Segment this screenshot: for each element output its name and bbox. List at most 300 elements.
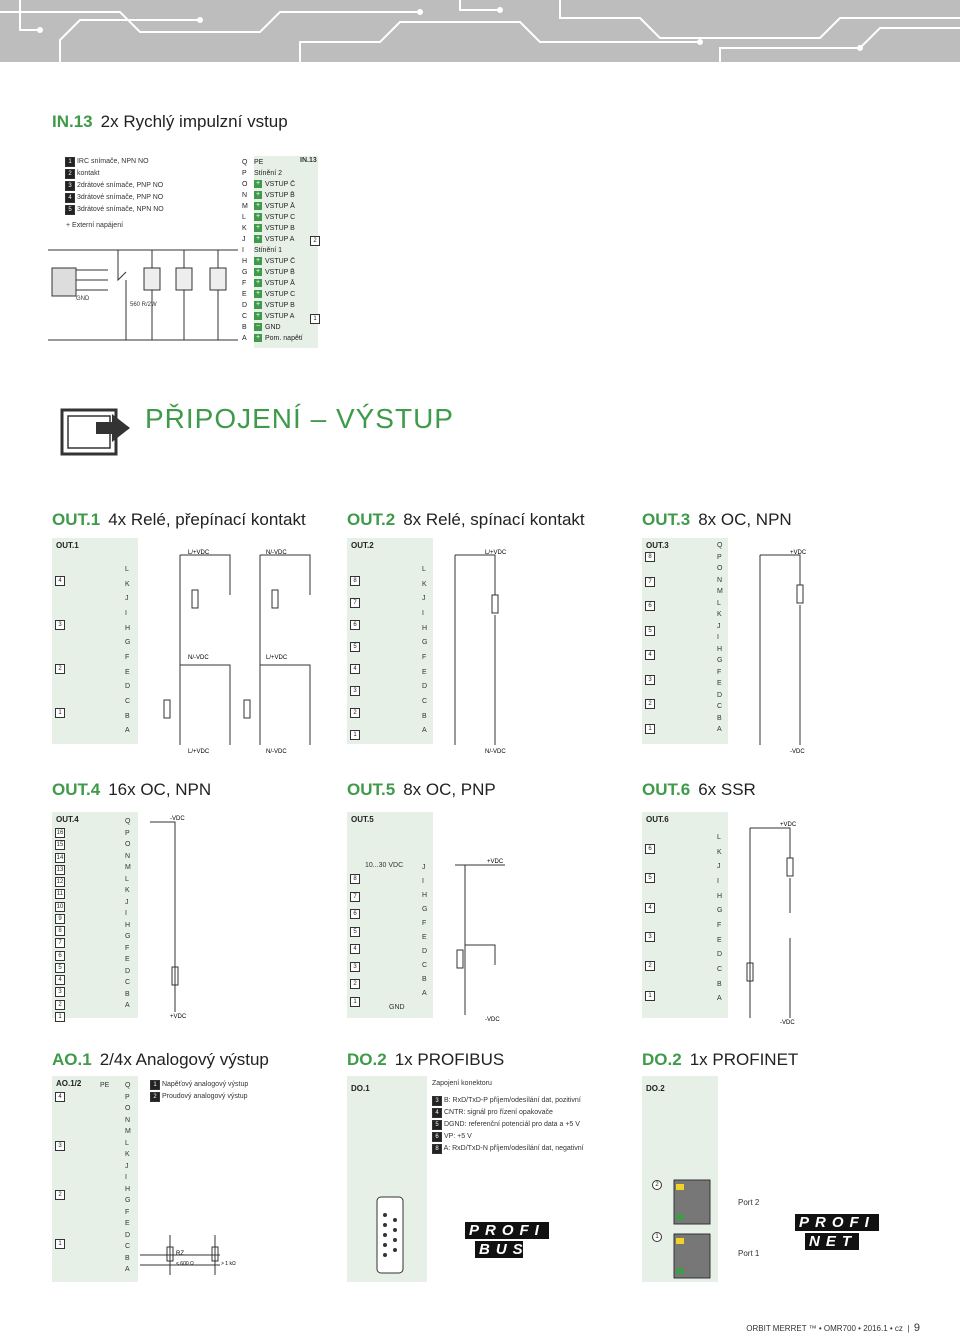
port2-num: 2 [652,1180,662,1190]
out4-channel-num: 3 [55,987,65,997]
do2b-code: DO.2 [642,1050,682,1069]
output-banner-title: PŘIPOJENÍ – VÝSTUP [145,403,454,434]
out4-code: OUT.4 [52,780,101,799]
out4-channel-num: 8 [55,926,65,936]
out3-channel-num: 5 [645,626,655,636]
legend-num: 3 [65,181,75,191]
out6-code: OUT.6 [642,780,691,799]
out6-channel-num: 2 [645,961,655,971]
terminal-row [242,223,295,234]
out3-channel-num: 8 [645,552,655,562]
ao1-channel-num: 1 [55,1239,65,1249]
out4-pin: D [125,967,131,975]
pin-letter: N [242,192,248,199]
legend-text: 2drátové snímače, PNP NO [76,182,164,189]
out2-heading [347,510,585,530]
out3-pin: F [717,668,722,676]
out5-pin: J [422,864,426,871]
ao1-pin: P [125,1093,130,1101]
out5-gnd: GND [389,1004,405,1011]
ao1-pin: M [125,1128,131,1136]
terminal-row [242,300,295,311]
in13-title: 2x Rychlý impulzní vstup [100,112,288,131]
pin-label: Stínění 1 [254,247,283,254]
out5-wiring [435,855,535,1025]
do2b-title: 1x PROFINET [689,1050,799,1069]
legend-num: 4 [65,193,75,203]
ao1-pin: G [125,1197,131,1205]
out4-channel-num: 9 [55,914,65,924]
ao1-pin: O [125,1105,131,1113]
out1-pin: C [125,698,131,705]
out5-panel-label: OUT.5 [351,815,374,824]
legend-text: 3drátové snímače, NPN NO [76,206,164,213]
out1-pin: A [125,727,130,735]
out6-pin: D [717,951,723,959]
ao1-channel-num: 4 [55,1092,65,1102]
out6-channel-num: 4 [645,903,655,913]
ao1-pin: L [125,1139,129,1147]
out5-code: OUT.5 [347,780,396,799]
out6-pin: H [717,892,723,900]
pin-label: VSTUP B̄ [265,192,295,199]
out4-pin: L [125,875,129,883]
out1-wiring [140,545,340,755]
out1-channel-num: 2 [55,664,65,674]
out1-title: 4x Relé, přepínací kontakt [108,510,306,529]
legend-text: DGND: referenční potenciál pro data a +5 V [443,1121,580,1128]
ao1-panel-label: AO.1/2 [56,1079,82,1088]
do2a-heading [347,1050,504,1070]
terminal-row [242,267,295,278]
legend-num: 5 [65,205,75,215]
plus-icon: + [255,279,261,287]
terminal-row [242,212,295,223]
out1-label: L/+VDC [188,749,210,755]
pin-letter: O [242,181,248,188]
ao1-r1: < 600 Ω [176,1261,194,1267]
legend-text: CNTR: signál pro řízení opakovače [443,1109,553,1116]
out2-pin: C [422,698,428,705]
pin-label: Stínění 2 [254,170,283,177]
pin-letter: C [242,313,248,320]
out6-label: -VDC [780,1020,795,1026]
terminal-row [242,278,295,289]
out4-channel-num: 10 [56,903,64,910]
out2-pin: K [422,580,427,588]
legend-text: A: RxD/TxD-N příjem/odesílání dat, negativní [443,1145,584,1152]
in13-code: IN.13 [52,112,93,131]
out5-channel-num: 4 [350,944,360,954]
ao1-code: AO.1 [52,1050,92,1069]
pin-letter: I [242,247,244,254]
out6-panel [642,812,728,1018]
out5-pin: B [422,976,427,983]
legend-text: 3drátové snímače, PNP NO [76,194,164,201]
out4-pin: E [125,956,130,964]
pin-label: PE [254,159,264,166]
out1-label: N/-VDC [266,550,287,556]
out6-channel-num: 3 [645,932,655,942]
profibus-logo-top: PROFI [465,1222,549,1239]
in13-panel-code: IN.13 [300,157,317,164]
out3-pin: K [717,611,722,619]
ao1-r2: > 1 kΩ [221,1261,236,1267]
out4-channel-num: 5 [55,963,65,973]
out5-channel-num: 1 [350,997,360,1007]
legend-text: Napěťový analogový výstup [161,1081,249,1088]
terminal-row [242,234,294,245]
out2-pin: E [422,668,427,676]
port1-num: 1 [652,1232,662,1242]
plus-icon: + [255,235,261,243]
plus-icon: + [255,334,261,342]
out4-pin: H [125,921,131,929]
out2-channel-num: 6 [350,620,360,630]
plus-icon: + [255,268,261,276]
out2-channel-num: 8 [350,576,360,586]
out4-channel-num: 7 [55,938,65,948]
out3-code: OUT.3 [642,510,691,529]
ao1-pin: A [125,1266,130,1274]
out2-panel-label: OUT.2 [351,541,374,550]
footer-lang: cz [894,1324,903,1333]
legend-text: Proudový analogový výstup [161,1093,248,1100]
out6-pin: A [717,995,722,1003]
out2-pin: I [422,610,424,617]
out3-pin: I [717,634,719,642]
out1-channel-num: 1 [55,708,65,718]
out3-pin: C [717,703,723,711]
out3-channel-num: 1 [645,724,655,734]
plus-icon: + [255,202,261,210]
out3-channel-num: 3 [645,675,655,685]
out4-channel-num: 14 [56,854,64,861]
ao1-channel-num: 2 [55,1190,65,1200]
legend-num: 2 [150,1092,160,1102]
minus-icon: − [255,323,261,331]
out6-pin: G [717,907,723,915]
out5-label: +VDC [487,859,504,865]
footer-model: OMR700 [823,1324,856,1333]
pin-label: VSTUP A [265,313,295,320]
port2-label: Port 2 [738,1198,760,1207]
out4-label: +VDC [170,1014,187,1020]
ext-power-label: + Externí napájení [66,222,124,229]
pin-letter: M [242,203,248,210]
out4-pin: F [125,944,130,952]
out3-pin: B [717,714,722,722]
out5-title: 8x OC, PNP [403,780,496,799]
out1-pin: H [125,624,131,632]
out3-wiring [730,545,830,755]
out3-channel-num: 6 [645,601,655,611]
out1-pin: E [125,668,130,676]
terminal-row [242,179,295,190]
plus-icon: + [255,312,261,320]
out4-channel-num: 2 [55,1000,65,1010]
pin-label: VSTUP Ā [265,203,295,210]
out3-channel-num: 7 [645,577,655,587]
out6-pin: L [717,834,721,841]
out6-title: 6x SSR [698,780,756,799]
profinet-logo-top: PROFI [795,1214,879,1231]
pin-label: VSTUP A [265,236,295,243]
pcb-banner [0,0,960,62]
pin-letter: E [242,291,247,298]
out2-label: L/+VDC [485,550,507,556]
out4-pin: A [125,1002,130,1010]
out5-label: -VDC [485,1017,500,1023]
out3-pin: J [717,622,721,630]
out3-pin: N [717,576,723,584]
out4-panel-label: OUT.4 [56,815,79,824]
out4-title: 16x OC, NPN [108,780,212,799]
terminal-row [242,311,294,322]
pin-label: VSTUP B [265,302,295,309]
out2-channel-num: 4 [350,664,360,674]
in13-heading [52,112,288,132]
terminal-row [242,289,295,300]
out5-pin: I [422,878,424,885]
pin-label: GND [265,324,281,331]
out5-channel-num: 3 [350,962,360,972]
pin-letter: Q [242,159,248,166]
out5-pin: A [422,990,427,997]
out6-pin: J [717,863,721,871]
out5-channel-num: 2 [350,979,360,989]
out2-pin: B [422,712,427,720]
footer-year: 2016.1 [863,1324,888,1333]
out2-pin: J [422,595,426,603]
ao1-pin: B [125,1254,130,1262]
terminal-row [242,245,282,256]
out4-pin: K [125,887,130,895]
out3-label: +VDC [790,550,807,556]
profinet-logo-bottom: NET [805,1233,859,1250]
ao1-heading [52,1050,269,1070]
legend-num: 8 [432,1144,442,1154]
ao1-title: 2/4x Analogový výstup [99,1050,269,1069]
ao1-pin: C [125,1243,131,1251]
out6-pin: K [717,848,722,856]
out4-channel-num: 1 [55,1012,65,1022]
ao1-pe: PE [100,1082,110,1089]
out4-pin: P [125,829,130,837]
out4-wiring [140,812,240,1022]
pin-letter: J [242,236,246,243]
out1-pin: G [125,639,131,647]
out6-pin: B [717,980,722,988]
terminal-row [242,157,263,168]
out4-pin: B [125,990,130,998]
pin-label: VSTUP B [265,225,295,232]
do2b-heading [642,1050,798,1070]
do2a-panel-label: DO.1 [351,1084,370,1093]
pin-letter: P [242,170,247,177]
profibus-logo-bottom: BUS [475,1241,523,1258]
out4-pin: C [125,979,131,987]
out5-vdc: 10...30 VDC [365,862,404,869]
out4-channel-num: 12 [56,879,64,885]
out5-channel-num: 8 [350,874,360,884]
pin-letter: F [242,280,247,287]
ao1-wiring [140,1225,240,1285]
ao1-pin: J [125,1162,129,1170]
out4-channel-num: 11 [56,891,64,898]
pin-letter: H [242,258,248,265]
pin-letter: L [242,214,246,221]
profibus-logo [465,1222,549,1258]
out3-channel-num: 2 [645,699,655,709]
out1-pin: K [125,580,130,588]
out4-channel-num: 13 [56,866,64,873]
out6-heading [642,780,756,800]
pin-label: VSTUP B̄ [265,269,295,276]
out4-pin: N [125,852,131,860]
pin-label: VSTUP C [265,291,296,298]
pin-label: VSTUP C̄ [265,258,296,265]
footer: ORBIT MERRET ™ • OMR700 • 2016.1 • cz | 9 [746,1322,920,1334]
out3-pin: E [717,680,722,688]
out4-channel-num: 6 [55,951,65,961]
out3-title: 8x OC, NPN [698,510,792,529]
out6-channel-num: 1 [645,991,655,1001]
legend-text: VP: +5 V [443,1133,472,1140]
legend-num: 2 [65,169,75,179]
out3-pin: P [717,553,722,561]
out1-pin: B [125,712,130,720]
pin-label: VSTUP C̄ [265,181,296,188]
plus-icon: + [255,180,261,188]
out2-code: OUT.2 [347,510,396,529]
out3-panel [642,538,728,744]
plus-icon: + [255,290,261,298]
ao1-pin: E [125,1220,130,1228]
out5-pin: E [422,934,427,941]
resistor-text: 560 R/2W [130,302,157,308]
out6-panel-label: OUT.6 [646,815,669,824]
do2a-title: 1x PROFIBUS [394,1050,505,1069]
out6-pin: C [717,966,723,973]
out3-panel-label: OUT.3 [646,541,669,550]
output-connector-icon [60,408,132,458]
out4-heading [52,780,211,800]
pin-label: VSTUP Ā [265,280,295,287]
pin-letter: G [242,269,248,276]
ao1-pin: H [125,1185,131,1193]
out5-channel-num: 5 [350,927,360,937]
terminal-row [242,322,281,333]
legend-text: kontakt [76,170,100,177]
terminal-row [242,190,295,201]
gnd-text: GND [76,296,90,302]
legend-num: 6 [432,1132,442,1142]
out1-pin: L [125,566,129,573]
out6-pin: F [717,922,722,929]
out3-pin: M [717,588,723,596]
terminal-row [242,333,303,344]
out2-pin: D [422,683,428,691]
out5-pin: H [422,892,428,899]
legend-num: 4 [432,1108,442,1118]
pin-letter: B [242,324,247,331]
pin-letter: D [242,302,248,309]
out1-pin: D [125,683,131,691]
group-1-num: 1 [310,314,320,324]
out3-pin: L [717,599,721,607]
out3-pin: A [717,726,722,734]
out1-label: N/-VDC [188,655,209,661]
out5-heading [347,780,496,800]
out1-heading [52,510,306,530]
out1-label: N/-VDC [266,749,287,755]
out1-pin: F [125,654,130,661]
out4-pin: J [125,898,129,906]
out1-channel-num: 3 [55,620,65,630]
out3-pin: G [717,657,723,665]
out2-channel-num: 1 [350,730,360,740]
out2-channel-num: 3 [350,686,360,696]
ao1-rz: RZ [176,1251,184,1257]
plus-icon: + [255,257,261,265]
out5-pin: D [422,948,428,955]
out3-pin: D [717,691,723,699]
out2-pin: F [422,654,427,661]
out2-channel-num: 7 [350,598,360,608]
out6-pin: E [717,936,722,944]
out1-pin: I [125,610,127,617]
out3-channel-num: 4 [645,650,655,660]
out1-pin: J [125,595,129,603]
ao1-pin: I [125,1174,127,1182]
out2-title: 8x Relé, spínací kontakt [403,510,585,529]
ao1-channel-num: 3 [55,1141,65,1151]
footer-brand: ORBIT MERRET ™ [746,1324,817,1333]
out3-pin: O [717,565,723,573]
out2-pin: G [422,639,428,647]
pin-letter: K [242,225,247,232]
out2-channel-num: 5 [350,642,360,652]
out3-heading [642,510,792,530]
terminal-row [242,201,295,212]
out1-channel-num: 4 [55,576,65,586]
port1-label: Port 1 [738,1249,760,1258]
plus-icon: + [255,213,261,221]
ao1-pin: Q [125,1082,131,1089]
in13-schematic [48,240,238,350]
out3-pin: Q [717,542,723,549]
legend-text: B: RxD/TxD-P příjem/odesílání dat, pozitivní [443,1097,581,1104]
plus-icon: + [255,191,261,199]
ao1-pin: D [125,1231,131,1239]
rj45-ports-icon [672,1178,712,1282]
out2-pin: L [422,566,426,573]
footer-page-number: 9 [913,1322,920,1334]
out1-code: OUT.1 [52,510,101,529]
out4-pin: I [125,910,127,918]
out2-channel-num: 2 [350,708,360,718]
profinet-logo [795,1214,879,1250]
pin-label: Pom. napětí [265,335,303,342]
out5-pin: G [422,906,428,913]
pin-label: VSTUP C [265,214,296,221]
do2a-legend-heading: Zapojení konektoru [432,1080,492,1087]
out5-pin: F [422,920,427,927]
group-2-num: 2 [310,236,320,246]
legend-num: 5 [432,1120,442,1130]
legend-num: 3 [432,1096,442,1106]
